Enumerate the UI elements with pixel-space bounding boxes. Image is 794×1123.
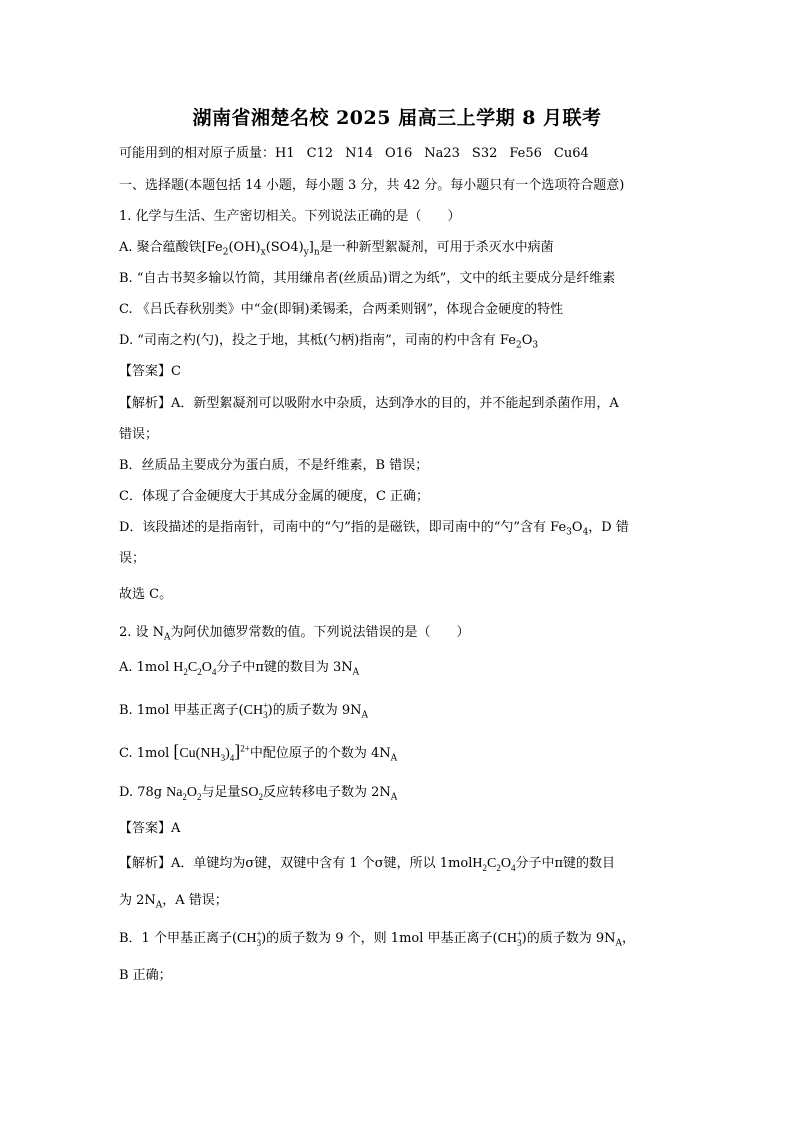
q1-explanation-c: C．体现了合金硬度大于其成分金属的硬度，C 正确； [119,489,430,504]
q1-stem: 1. 化学与生活、生产密切相关。下列说法正确的是（ ） [119,209,461,224]
q2-answer: 【答案】A [119,821,181,836]
q2-option-b: B. 1mol 甲基正离子$(CH^+_3)$的质子数为 $9N_A$ [119,700,368,721]
q1-option-b: B. “自古书契多输以竹简，其用缣帛者(丝质品)谓之为纸”，文中的纸主要成分是纤维素 [119,271,616,286]
q2-stem: 2. 设 $N_A$为阿伏加德罗常数的值。下列说法错误的是（ ） [119,625,470,643]
q1-explanation-d-cont: 误； [119,551,146,566]
q1-answer: 【答案】C [119,364,181,379]
q1-option-d: D. “司南之杓(勺)，投之于地，其柢(勺柄)指南”，司南的杓中含有 $Fe_2O_3$ [119,333,539,351]
q2-option-d: D. 78g $Na_2O_2$与足量$SO_2$反应转移电子数为 $2N_A$ [119,785,398,803]
q2-explanation-a: 【解析】A．单键均为σ键，双键中含有 1 个σ键，所以 $1molH_2C_2O_4$分子中π键的数目 [119,856,616,873]
q1-option-c: C. 《吕氏春秋别类》中“金(即铜)柔锡柔，合两柔则钢”，体现合金硬度的特性 [119,302,564,317]
q1-explanation-b: B．丝质品主要成分为蛋白质，不是纤维素，B 错误； [119,458,429,473]
atomic-mass-line: 可能用到的相对原子质量：H1 C12 N14 O16 Na23 S32 Fe56 Cu64 [119,146,589,161]
q2-explanation-b: B．1 个甲基正离子$(CH^+_3)$的质子数为 9 个，则 1mol 甲基正离子$(CH^+_3)$的质子数为 $9N_A$， [119,928,635,949]
q2-option-c: C. 1mol $[Cu(NH_3)_4]^{2+}$中配位原子的个数为 $4N_A$ [119,741,398,764]
q1-explanation-a-cont: 错误； [119,427,159,442]
q2-option-a: A. 1mol $H_2C_2O_4$分子中π键的数目为 $3N_A$ [119,660,360,678]
q1-explanation-d: D．该段描述的是指南针，司南中的“勺”指的是磁铁，即司南中的“勺”含有 $Fe_3O_4$，D 错 [119,520,629,538]
q2-explanation-a-cont: 为 $2N_A$，A 错误； [119,893,228,911]
q1-conclusion: 故选 C。 [119,587,173,602]
page-title: 湖南省湘楚名校 2025 届高三上学期 8 月联考 [192,107,602,129]
section-heading: 一、选择题(本题包括 14 小题，每小题 3 分，共 42 分。每小题只有一个选项符合题意) [119,178,625,193]
q1-explanation-a: 【解析】A．新型絮凝剂可以吸附水中杂质，达到净水的目的，并不能起到杀菌作用，A [119,396,619,411]
q1-option-a: A. 聚合蕴酸铁$[Fe_2(OH)_x(SO4)_y]_n$是一种新型絮凝剂，可用于杀灭水中病菌 [119,240,554,258]
q2-explanation-b-cont: B 正确； [119,968,172,983]
